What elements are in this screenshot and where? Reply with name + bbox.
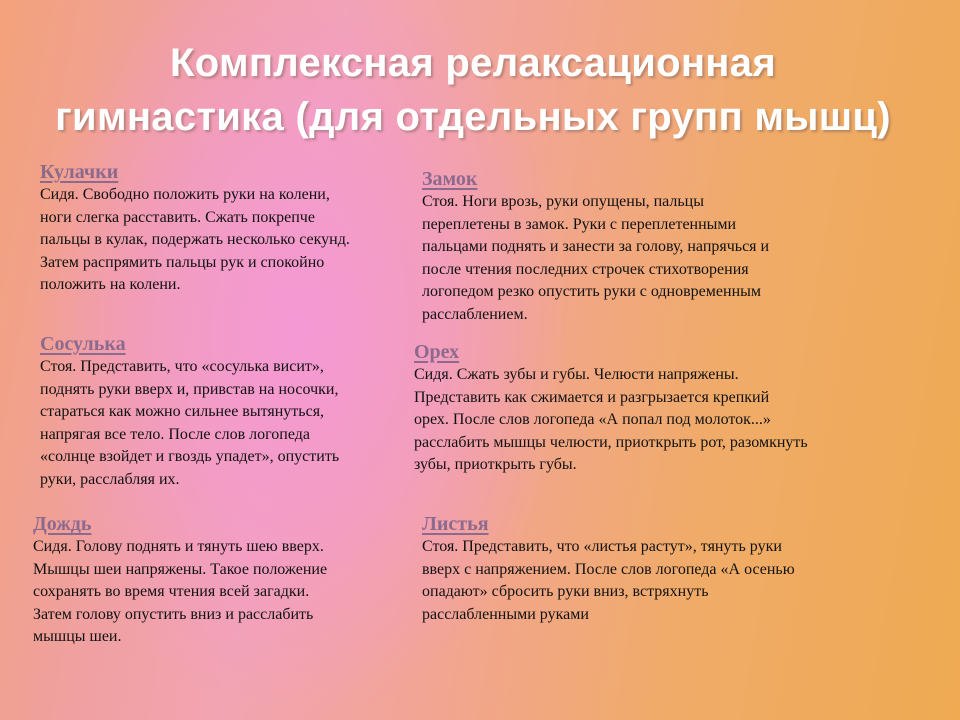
slide-title: [0, 36, 946, 144]
exercise-description: [40, 184, 410, 297]
description-line: после чтения последних строчек стихотворения: [422, 260, 749, 278]
exercise-heading: Кулачки: [40, 161, 119, 183]
exercise-heading: Дождь: [33, 513, 92, 535]
exercise-description: [422, 536, 862, 626]
description-line: расслабленными руками: [422, 605, 589, 623]
description-line: мышцы шеи.: [33, 628, 122, 646]
description-line: Мышцы шеи напряжены. Такое положение: [33, 560, 328, 578]
description-line: пальцы в кулак, подержать несколько секунд.: [40, 231, 350, 249]
description-line: логопедом резко опустить руки с одновременным: [422, 283, 761, 301]
exercise-block-zamok: [422, 167, 842, 327]
description-line: зубы, приоткрыть губы.: [414, 456, 577, 474]
description-line: расслаблением.: [422, 305, 528, 323]
exercise-block-oreh: [414, 340, 884, 477]
description-line: вверх с напряжением. После слов логопеда «А осенью: [422, 560, 795, 578]
description-line: опадают» сбросить руки вниз, встряхнуть: [422, 583, 709, 601]
exercise-heading: Листья: [422, 513, 489, 535]
description-line: Стоя. Ноги врозь, руки опущены, пальцы: [422, 193, 704, 210]
exercise-description: [422, 191, 842, 327]
description-line: Сидя. Свободно положить руки на колени,: [40, 186, 330, 203]
exercise-block-dozhd: [33, 512, 393, 649]
description-line: расслабить мышцы челюсти, приоткрыть рот, разомкнуть: [414, 433, 808, 451]
slide-title-line-1: Комплексная релаксационная: [170, 41, 776, 85]
description-line: Представить как сжимается и разгрызается крепкий: [414, 388, 770, 406]
description-line: Стоя. Представить, что «сосулька висит»,: [40, 358, 324, 375]
exercise-block-kulachki: [40, 160, 410, 297]
description-line: пальцами поднять и занести за голову, напрячься и: [422, 238, 770, 256]
description-line: орех. После слов логопеда «А попал под молоток...»: [414, 411, 771, 429]
description-line: переплетены в замок. Руки с переплетенными: [422, 215, 737, 233]
description-line: ноги слегка расставить. Сжать покрепче: [40, 208, 315, 226]
description-line: Сидя. Голову поднять и тянуть шею вверх.: [33, 538, 324, 555]
exercise-block-listya: [422, 512, 862, 626]
description-line: Затем голову опустить вниз и расслабить: [33, 605, 314, 623]
description-line: поднять руки вверх и, привстав на носочки,: [40, 380, 339, 398]
slide-title-line-2: гимнастика (для отдельных групп мышц): [55, 95, 891, 139]
description-line: сохранять во время чтения всей загадки.: [33, 583, 310, 601]
description-line: положить на колени.: [40, 276, 181, 294]
exercise-heading: Замок: [422, 168, 478, 190]
description-line: Сидя. Сжать зубы и губы. Челюсти напряжены.: [414, 366, 739, 383]
description-line: руки, расслабляя их.: [40, 470, 180, 488]
exercise-description: [40, 356, 400, 492]
description-line: напрягая все тело. После слов логопеда: [40, 425, 310, 443]
exercise-description: [33, 536, 393, 649]
exercise-description: [414, 364, 884, 477]
description-line: Стоя. Представить, что «листья растут», тянуть руки: [422, 538, 782, 555]
exercise-heading: Орех: [414, 341, 460, 363]
exercise-heading: Сосулька: [40, 333, 126, 355]
exercise-block-sosulka: [40, 332, 400, 492]
description-line: «солнце взойдет и гвоздь упадет», опустить: [40, 448, 340, 466]
description-line: Затем распрямить пальцы рук и спокойно: [40, 253, 325, 271]
description-line: стараться как можно сильнее вытянуться,: [40, 403, 325, 421]
